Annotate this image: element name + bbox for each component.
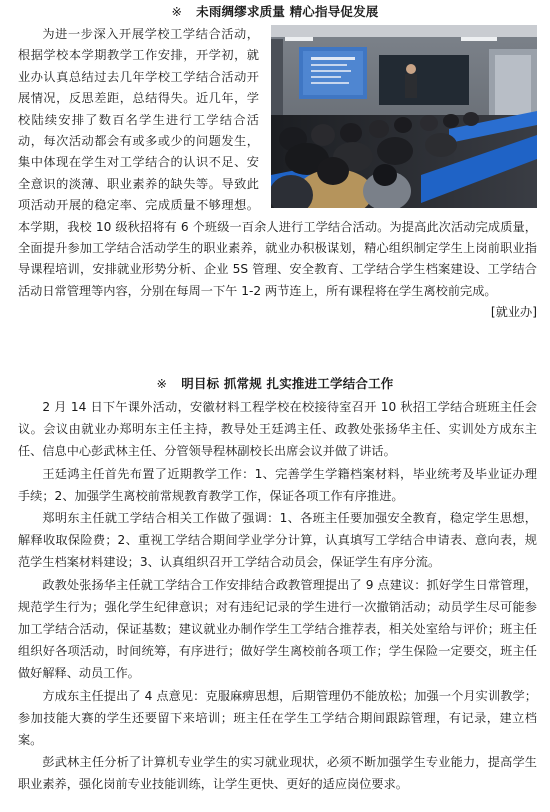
article-1: [0, 0, 550, 324]
article-1-title-text: 未雨绸缪求质量 精心指导促发展: [196, 4, 379, 19]
article-2-paragraph-4: 政教处张扬华主任就工学结合工作安排结合政教管理提出了 9 点建议：抓好学生日常管理，规范学生行为；强化学生纪律意识；对有违纪记录的学生进行一次撤销活动；动员学生尽可能参加工学结合活动，保证基数；建议就业办制作学生工学结合推荐表，相关处室给与评价；班主任组织好各项活动，时间统筹，有序进行；做好学生离校前各项工作；学生保险一定要交，班主任做好解释、动员工作。: [18, 577, 537, 681]
article-2-paragraph-1: 2 月 14 日下午课外活动，安徽材料工程学校在校接待室召开 10 秋招工学结合班班主任会议。会议由就业办郑明东主任主持，教导处王廷鸿主任、政教处张扬华主任、实训处方成东主任、信息中心彭武林主任、分管领导程林副校长出席会议并做了讲话。: [18, 400, 537, 459]
article-2-paragraph-5: 方成东主任提出了 4 点意见：克服麻痹思想，后期管理仍不能放松；加强一个月实训教学；参加技能大赛的学生还要留下来培训；班主任在学生工学结合期间跟踪管理，有记录，建立档案。: [18, 688, 537, 748]
article-2-title: [0, 372, 550, 396]
article-source: [就业办]: [490, 305, 537, 320]
article-1-title: [0, 0, 550, 24]
article-1-paragraph-text: 为进一步深入开展学校工学结合活动，根据学校本学期教学工作安排，开学初，就业办认真总结过去几年学校工学结合活动开展情况，反思差距，总结得失。近几年，学校陆续安排了数百名学生进行工学结合活动，每次活动都会有或多或少的问题发生，集中体现在学生对工学结合的认识不足、安全意识的淡薄、职业素养的缺失等。导致此项活动开展的稳定率、完成质量不够理想。本学期，我校 10 级秋招将有 6 个班级一百余人进行工学结合活动。为提高此次活动完成质量，全面提升参加工学结合活动学生的职业素养，就业办积极谋划，精心组织制定学生上岗前职业指导课程培训，安排就业形势分析、企业 5S 管理、安全教育、工学结合学生档案建设、工学结合活动日常管理等内容，分别在每周一下午 1-2 两节连上，所有课程将在学生离校前完成。: [18, 27, 537, 298]
classroom-photo-image: [271, 25, 537, 208]
reference-mark: ※: [171, 4, 183, 19]
article-2: [0, 372, 550, 796]
article-2-paragraph-2: 王廷鸿主任首先布置了近期教学工作：1、完善学生学籍档案材料，毕业统考及毕业证办理手续；2、加强学生离校前常规教育教学工作，保证各项工作有序推进。: [18, 466, 537, 503]
reference-mark: ※: [156, 376, 168, 391]
article-2-title-text: 明目标 抓常规 扎实推进工学结合工作: [181, 376, 394, 391]
classroom-photo: [271, 25, 537, 208]
article-2-paragraph-6: 彭武林主任分析了计算机专业学生的实习就业现状，必须不断加强学生专业能力，提高学生职业素养，强化岗前专业技能训练，让学生更快、更好的适应岗位要求。: [18, 755, 537, 792]
article-2-paragraph-3: 郑明东主任就工学结合相关工作做了强调：1、各班主任要加强安全教育，稳定学生思想，解释收取保险费；2、重视工学结合期间学业学分计算，认真填写工学结合申请表、意向表，规范学生档案材料建设；3、认真组织召开工学结合动员会，保证学生有序分流。: [18, 511, 537, 570]
article-2-body: [0, 396, 550, 796]
article-1-body: [0, 24, 550, 320]
